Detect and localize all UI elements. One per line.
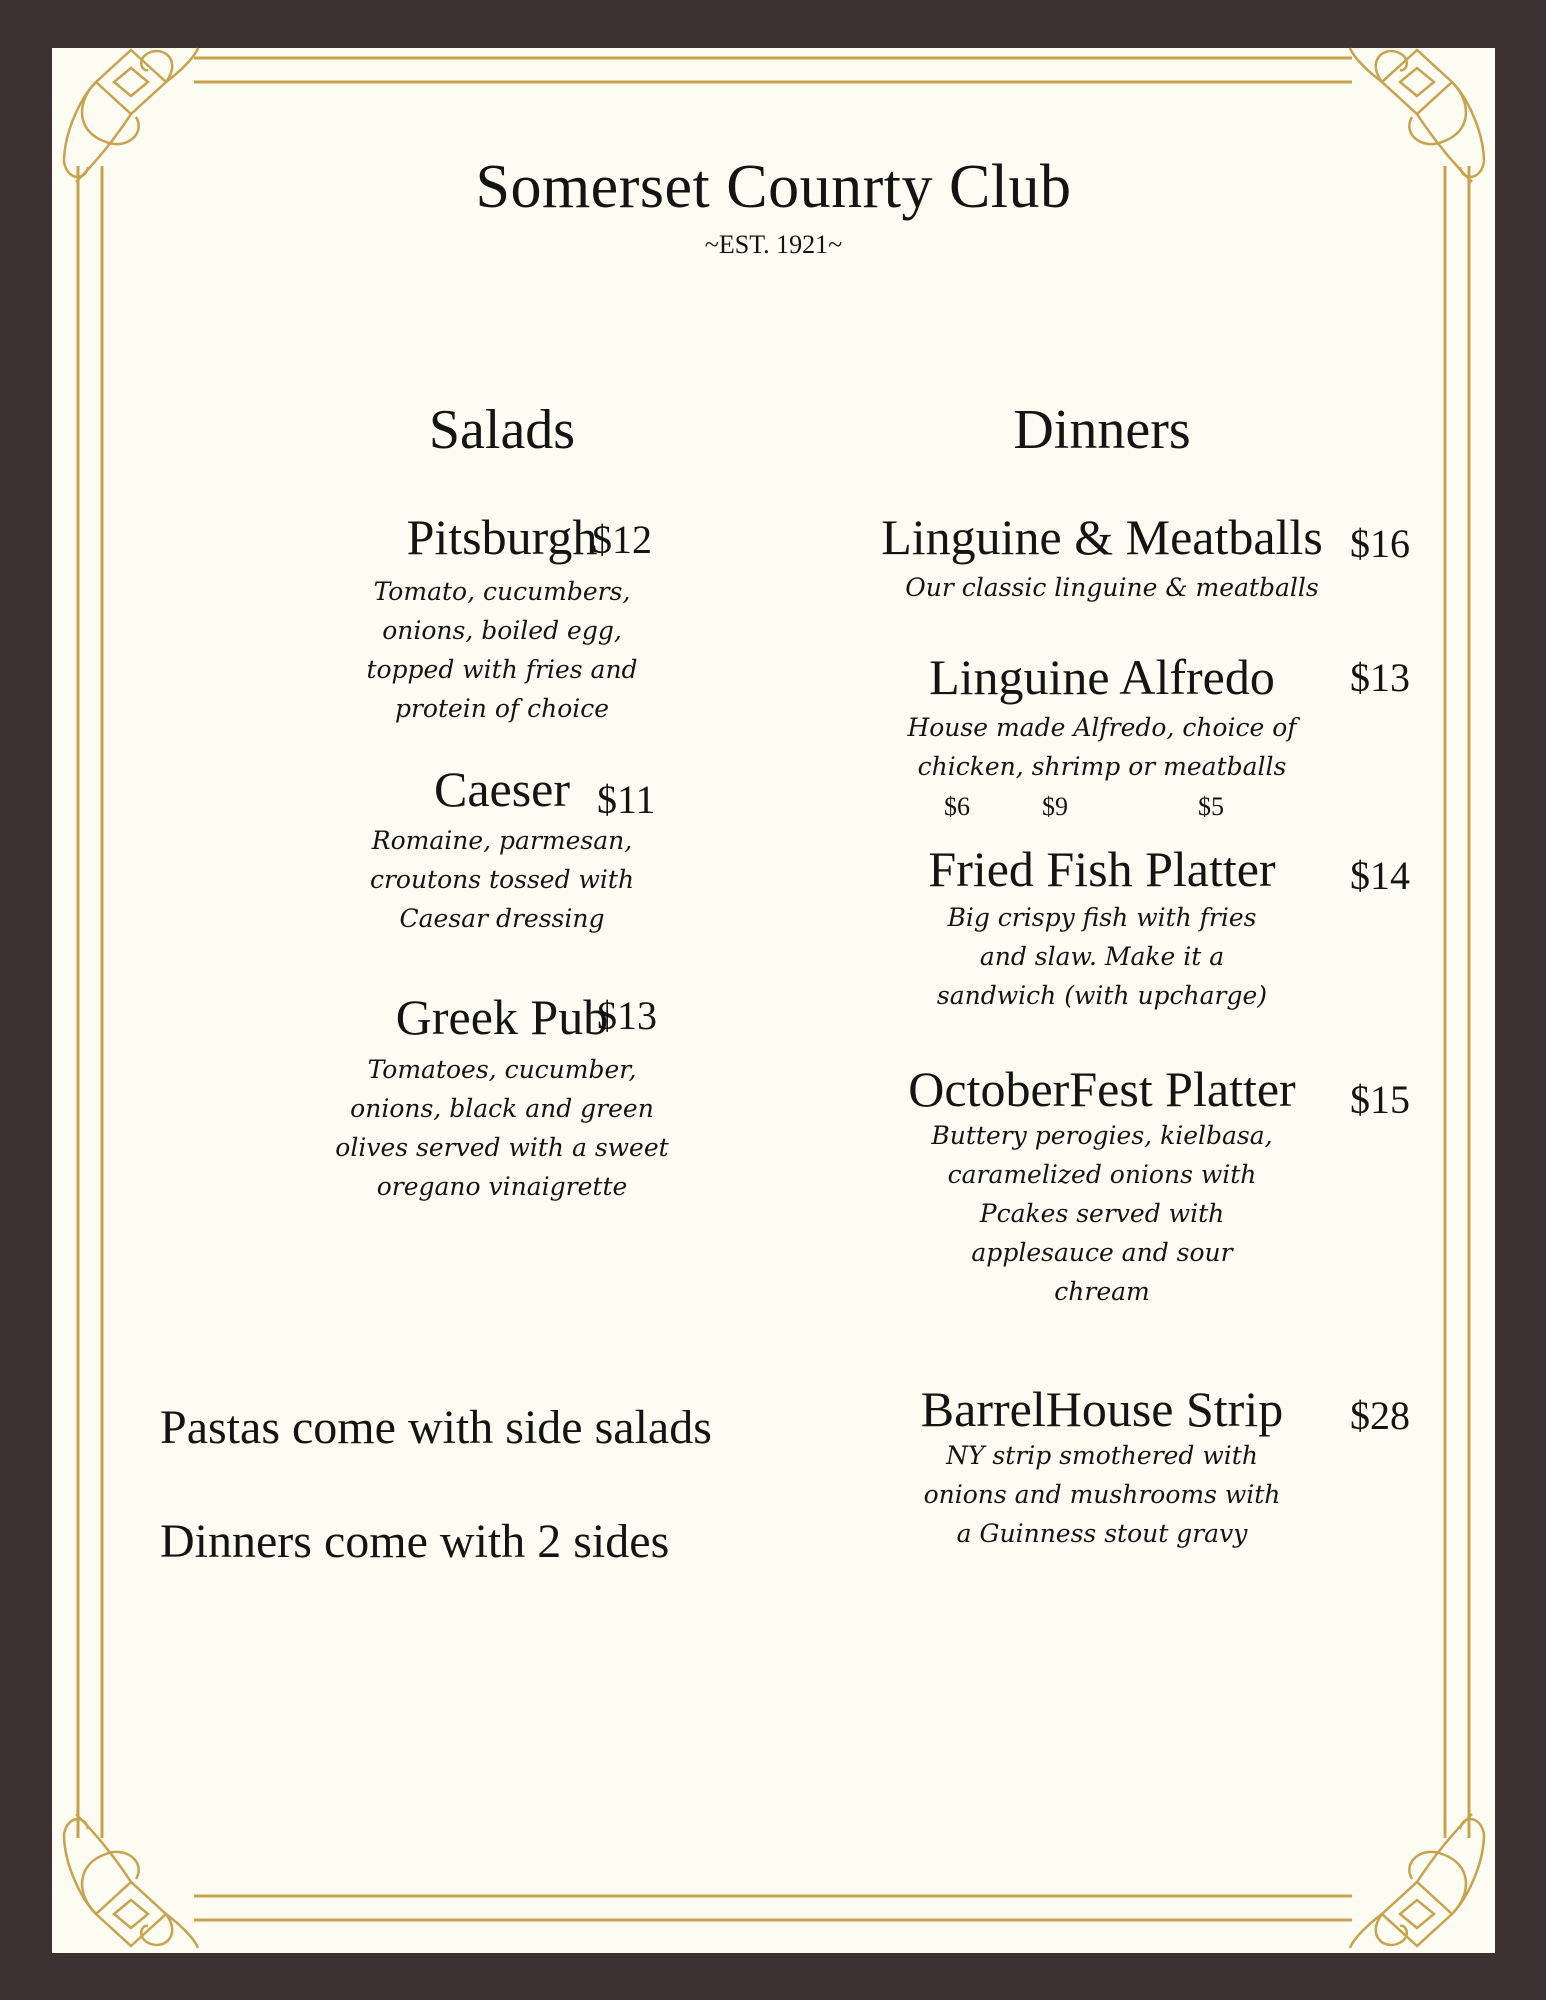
salad-name-pitsburgh: Pitsburgh <box>406 509 598 565</box>
dinner-name-octoberfest-platter: OctoberFest Platter <box>908 1061 1296 1117</box>
dinner-price-fried-fish-platter: $14 <box>1350 853 1410 898</box>
dinner-name-barrelhouse-strip: BarrelHouse Strip <box>920 1381 1284 1437</box>
dinner-price-linguine-meatballs: $16 <box>1350 521 1410 566</box>
dinner-name-linguine-alfredo: Linguine Alfredo <box>929 649 1275 705</box>
dinner-name-fried-fish-platter: Fried Fish Platter <box>928 841 1276 897</box>
dinner-price-octoberfest-platter: $15 <box>1350 1077 1410 1122</box>
salad-desc-caeser: Romaine, parmesan, croutons tossed with Caesar dressing <box>369 826 635 933</box>
dinner-desc-octoberfest-platter: Buttery perogies, kielbasa, caramelized onions with Pcakes served with applesauce and sour chream <box>931 1121 1273 1306</box>
salad-price-greek-pub: $13 <box>597 993 657 1038</box>
note-pastas-side-salads: Pastas come with side salads <box>160 1401 712 1454</box>
dinner-price-barrelhouse-strip: $28 <box>1350 1393 1410 1438</box>
corner-ornament-bottom-right <box>1342 1804 1492 1954</box>
salad-price-pitsburgh: $12 <box>592 517 652 562</box>
addon-price-shrimp: $9 <box>1042 792 1068 821</box>
addon-price-chicken: $6 <box>944 792 970 821</box>
salad-name-caeser: Caeser <box>433 761 571 817</box>
dinner-desc-linguine-meatballs: Our classic linguine & meatballs <box>905 573 1319 602</box>
dinner-desc-barrelhouse-strip: NY strip smothered with onions and mushrooms with a Guinness stout gravy <box>923 1441 1281 1548</box>
addon-price-meatballs: $5 <box>1198 792 1224 821</box>
dinner-name-linguine-meatballs: Linguine & Meatballs <box>881 509 1323 565</box>
note-dinners-two-sides: Dinners come with 2 sides <box>160 1515 670 1568</box>
salad-name-greek-pub: Greek Pub <box>395 989 609 1045</box>
dinner-desc-linguine-alfredo: House made Alfredo, choice of chicken, shrimp or meatballs <box>907 713 1297 781</box>
salad-desc-pitsburgh: Tomato, cucumbers, onions, boiled egg, topped with fries and protein of choice <box>366 577 638 723</box>
salads-heading: Salads <box>428 399 576 461</box>
salad-desc-greek-pub: Tomatoes, cucumber, onions, black and green olives served with a sweet oregano vinaigrette <box>335 1055 669 1201</box>
salad-price-caeser: $11 <box>597 777 656 822</box>
established-subtitle: ~EST. 1921~ <box>704 230 843 259</box>
dinner-price-linguine-alfredo: $13 <box>1350 655 1410 700</box>
corner-ornament-bottom-left <box>56 1804 206 1954</box>
dinners-heading: Dinners <box>1013 399 1191 461</box>
club-title: Somerset Counrty Club <box>475 153 1072 221</box>
dinner-desc-fried-fish-platter: Big crispy fish with fries and slaw. Make it a sandwich (with upcharge) <box>936 903 1268 1010</box>
menu-page <box>52 48 1495 1953</box>
